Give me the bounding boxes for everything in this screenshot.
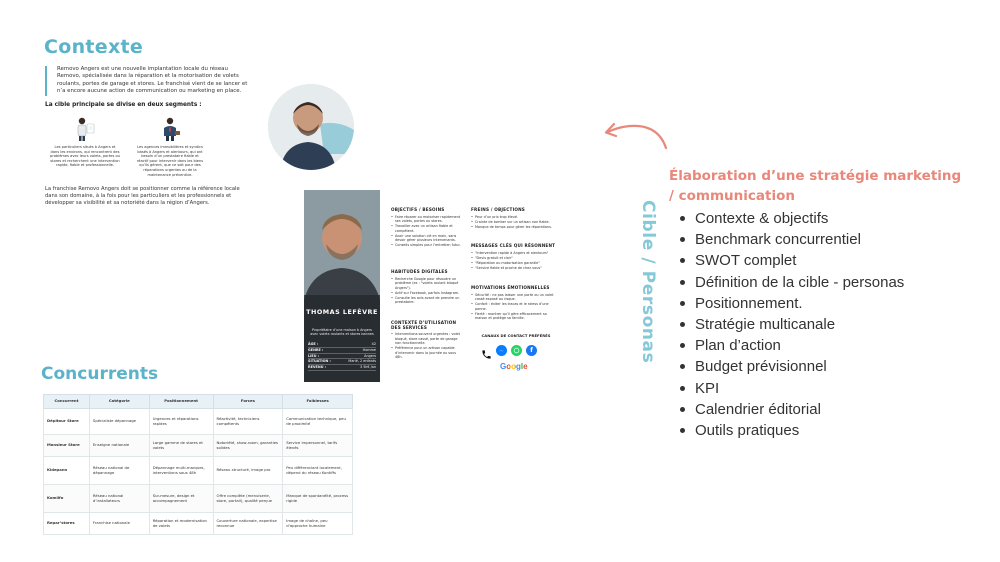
list-item: • Travailler avec un artisan fiable et compétent. [391, 224, 463, 233]
google-logo [500, 362, 528, 371]
list-item: • "Devis gratuit et clair" [471, 256, 557, 261]
facebook-icon: f [526, 345, 537, 356]
table-cell: Kidepann [44, 457, 90, 485]
phone-icon [481, 345, 492, 356]
table-cell: Image de chaîne, peu d’approche humaine [283, 513, 353, 535]
column-header: Catégorie [89, 395, 149, 409]
segment-1-text: Les particuliers situés à Angers et dans les environs, qui rencontrent des problèmes avec leurs volets, portes ou stores et recherchent une intervention rapide, fiable et professionnelle. [50, 145, 120, 168]
strategy-item: Calendrier éditorial [680, 399, 904, 420]
objectifs-title: OBJECTIFS / BESOINS [391, 207, 445, 212]
concurrents-table [43, 394, 353, 535]
list-item: • "Réparation ou motorisation garantie" [471, 261, 557, 266]
list-item: • Confort : éviter les tracas et le stress d’une panne. [471, 302, 557, 311]
info-key: LIEU : [308, 353, 320, 358]
list-item: • Manque de temps pour gérer les réparations. [471, 225, 557, 230]
table-cell: Communication technique, peu de proximité [283, 409, 353, 435]
info-row [308, 365, 376, 371]
table-cell: Réseau national d’installateurs [89, 485, 149, 513]
table-cell: Dépannage multi-marques, interventions sous 48h [149, 457, 213, 485]
strategy-item: Budget prévisionnel [680, 356, 904, 377]
table-cell: Urgences et réparations rapides [149, 409, 213, 435]
strategy-item: KPI [680, 378, 904, 399]
contexte-usage-section [391, 321, 463, 360]
column-header: Forces [213, 395, 283, 409]
strategy-item: Contexte & objectifs [680, 208, 904, 229]
info-key: GENRE : [308, 347, 324, 352]
whatsapp-icon [511, 345, 522, 356]
strategy-item: Outils pratiques [680, 420, 904, 441]
cible-personas-label: Cible / Personas [638, 200, 658, 364]
list-item: • Conseils simples pour l’entretien futur. [391, 243, 463, 248]
table-cell: Réactivité, techniciens compétents [213, 409, 283, 435]
messenger-icon [496, 345, 507, 356]
habitudes-title: HABITUDES DIGITALES [391, 269, 448, 274]
table-cell: Repar’stores [44, 513, 90, 535]
info-value: Angers [364, 353, 376, 358]
table-cell: Service impersonnel, tarifs élevés [283, 435, 353, 457]
table-row [44, 409, 353, 435]
target-heading: La cible principale se divise en deux segments : [45, 102, 202, 108]
persona-info [308, 342, 376, 371]
info-key: SITUATION : [308, 359, 331, 364]
strategy-title: Élaboration d’une stratégie marketing / communication [669, 168, 962, 204]
strategy-item: Stratégie multicanale [680, 314, 904, 335]
contexte-title: Contexte [44, 36, 144, 58]
contexte-intro: Removo Angers est une nouvelle implantation locale du réseau Removo, spécialisée dans la réparation et la motorisation de volets roulants, portes de garage et stores. Le franchisé vient de se lancer et n’a encore aucune action de communication ou marketing en place. [45, 66, 253, 96]
info-key: REVENU : [308, 365, 326, 370]
messages-title: MESSAGES CLÉS QUI RÉSONNENT [471, 243, 556, 248]
info-value: Homme [362, 347, 376, 352]
list-item: • "Intervention rapide à Angers et alentours" [471, 251, 557, 256]
table-cell: Offre complète (menuiserie, store, portail), qualité perçue [213, 485, 283, 513]
info-key: ÂGE : [308, 342, 319, 346]
motivations-title: MOTIVATIONS ÉMOTIONNELLES [471, 285, 550, 290]
freins-section [471, 208, 557, 230]
table-cell: Sur-mesure, design et accompagnement [149, 485, 213, 513]
table-cell: Monsieur Store [44, 435, 90, 457]
segment-particuliers [50, 116, 120, 168]
table-header-row [44, 395, 353, 409]
list-item: • Consulte les avis avant de prendre un prestataire. [391, 296, 463, 305]
table-cell: Dépitour Store [44, 409, 90, 435]
list-item: • Avoir une solution clé en main, sans devoir gérer plusieurs intervenants. [391, 234, 463, 243]
positioning-text: La franchise Removo Angers doit se positionner comme la référence locale dans son domaine, à la fois pour les particuliers et les professionnels et développer sa visibilité et sa notoriété dans la région d’Angers. [45, 186, 240, 206]
segment-2-text: Les agences immobilières et syndics basés à Angers et alentours, qui ont besoin d’un prestataire fiable et réactif pour intervenir dans les biens qu’ils gèrent, que ce soit pour des réparations urgentes ou de la maintenance préventive. [136, 145, 204, 177]
table-row [44, 457, 353, 485]
strategy-item: Plan d’action [680, 335, 904, 356]
list-item: • "Service fiable et proche de chez vous" [471, 266, 557, 271]
segment-agences [135, 116, 205, 177]
habitudes-section [391, 270, 463, 305]
freins-title: FREINS / OBJECTIONS [471, 207, 526, 212]
list-item: • Interventions souvent urgentes : volet bloqué, store cassé, porte de garage non fonctionnelle. [391, 332, 463, 346]
person-with-tablet-icon [71, 116, 99, 142]
table-cell: Réseau structuré, image pro [213, 457, 283, 485]
list-item: • Crainte de tomber sur un artisan non fiable. [471, 220, 557, 225]
persona-name: THOMAS LEFÈVRE [306, 308, 378, 316]
table-cell: Spécialiste dépannage [89, 409, 149, 435]
table-cell: Notoriété, show-room, garanties solides [213, 435, 283, 457]
curved-arrow-icon [600, 118, 672, 156]
contact-icons [481, 345, 537, 356]
google-text: Google [500, 362, 528, 371]
table-row [44, 485, 353, 513]
strategy-item: SWOT complet [680, 250, 904, 271]
list-item: • Fierté : montrer qu’il gère efficacement sa maison et protège sa famille. [471, 312, 557, 321]
motivations-section [471, 286, 557, 321]
list-item: • Actif sur Facebook, parfois Instagram. [391, 291, 463, 296]
messages-section [471, 244, 557, 271]
cible-personas-label-wrap [638, 200, 658, 372]
column-header: Concurrent [44, 395, 90, 409]
strategy-item: Benchmark concurrentiel [680, 229, 904, 250]
table-cell: Large gamme de stores et volets [149, 435, 213, 457]
businessman-icon [156, 116, 184, 142]
strategy-item: Définition de la cible - personas [680, 272, 904, 293]
concurrents-title: Concurrents [41, 364, 159, 384]
column-header: Positionnement [149, 395, 213, 409]
objectifs-section [391, 208, 463, 248]
persona-tagline: Propriétaire d’une maison à Angers avec volets roulants et stores bannes [310, 328, 374, 337]
info-value: 3 5k€ /an [360, 365, 376, 370]
column-header: Faiblesses [283, 395, 353, 409]
table-cell: Réparation et modernisation de volets [149, 513, 213, 535]
table-cell: Komilfo [44, 485, 90, 513]
list-item: • Sécurité : ne pas laisser une porte ou un volet cassé exposé au risque. [471, 293, 557, 302]
table-cell: Réseau national de dépannage [89, 457, 149, 485]
list-item: • Recherche Google pour résoudre un problème (ex : "volets roulant bloqué Angers"). [391, 277, 463, 291]
table-cell: Couverture nationale, expertise reconnue [213, 513, 283, 535]
table-cell: Manque de spontanéité, process rigide [283, 485, 353, 513]
list-item: • Préférence pour un artisan capable d’intervenir dans la journée ou sous 48h. [391, 346, 463, 360]
table-cell: Enseigne nationale [89, 435, 149, 457]
info-value: 42 [371, 342, 376, 346]
table-row [44, 513, 353, 535]
list-item: • Peur d’un prix trop élevé. [471, 215, 557, 220]
contexte-usage-title: CONTEXTE D’UTILISATION DES SERVICES [391, 320, 457, 330]
strategy-list [680, 208, 904, 441]
list-item: • Faire réparer ou motoriser rapidement ses volets, portes ou stores. [391, 215, 463, 224]
table-cell: Peu différenciant localement, dépend du réseau Kontiffs [283, 457, 353, 485]
info-value: Marié, 2 enfants [348, 359, 376, 364]
strategy-item: Positionnement. [680, 293, 904, 314]
table-cell: Franchise nationale [89, 513, 149, 535]
table-row [44, 435, 353, 457]
contacts-title: CANAUX DE CONTACT PRÉFÉRÉS [481, 333, 551, 338]
avatar [268, 84, 354, 170]
